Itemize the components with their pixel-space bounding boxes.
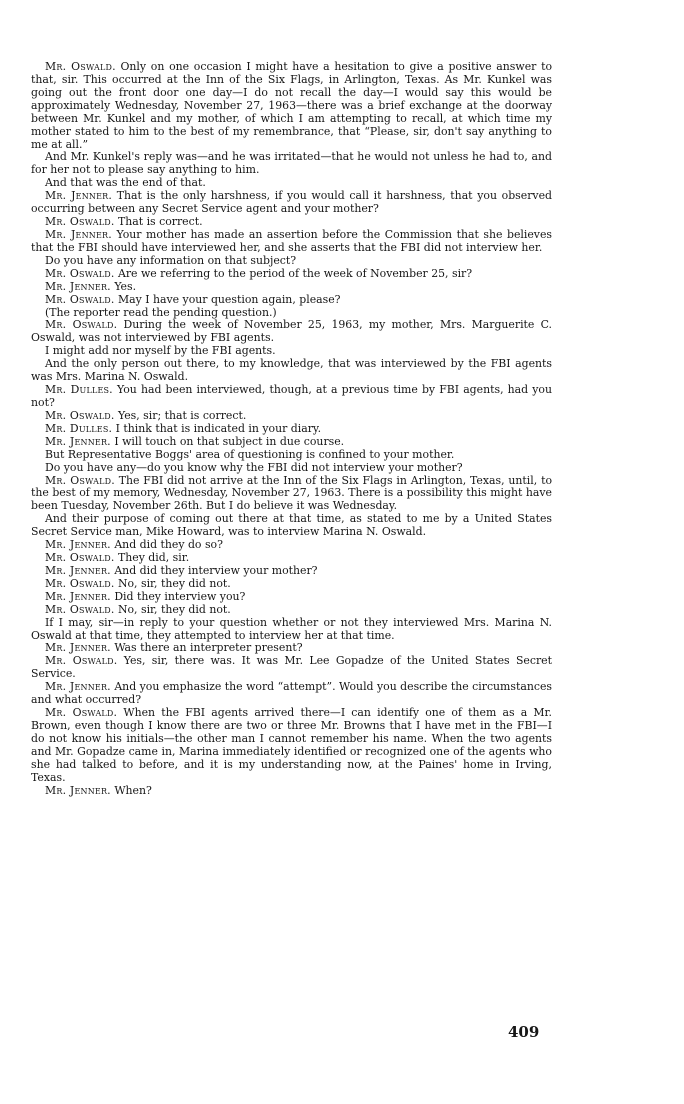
paragraph-text: Your mother has made an assertion before the Commission that she believes that the FBI should have interviewed her, and she asserts that the FBI did not interview her. xyxy=(31,227,552,254)
paragraph xyxy=(31,513,552,539)
paragraph-text: And that was the end of that. xyxy=(45,176,206,190)
paragraph xyxy=(31,151,552,177)
speaker-label: Mr. Jenner. xyxy=(45,641,111,655)
page-number: 409 xyxy=(508,1023,540,1041)
speaker-label: Mr. Dulles. xyxy=(45,383,113,397)
speaker-label: Mr. Oswald. xyxy=(45,60,116,73)
paragraph-text: You had been interviewed, though, at a previous time by FBI agents, had you not? xyxy=(31,383,553,409)
paragraph-text: But Representative Boggs' area of questioning is confined to your mother. xyxy=(45,447,455,461)
paragraph-text: And the only person out there, to my knowledge, that was interviewed by the FBI agents was Mrs. Marina N. Oswald. xyxy=(31,357,552,384)
paragraph-text: During the week of November 25, 1963, my mother, Mrs. Marguerite C. Oswald, was not interviewed by FBI agents. xyxy=(31,318,553,345)
speaker-label: Mr. Oswald. xyxy=(45,408,115,422)
paragraph-text: And did they interview your mother? xyxy=(114,563,318,577)
paragraph xyxy=(31,319,552,345)
speaker-label: Mr. Oswald. xyxy=(45,602,115,616)
paragraph xyxy=(31,707,552,785)
paragraph-text: The FBI did not arrive at the Inn of the Six Flags in Arlington, Texas, until, to the best of my memory, Wednesday, November 27, 1963. There is a possibility this might have been Tuesday, November 26th. But I do believe it was Wednesday. xyxy=(31,473,553,513)
paragraph xyxy=(31,681,552,707)
paragraph-text: May I have your question again, please? xyxy=(117,292,341,306)
speaker-label: Mr. Jenner. xyxy=(45,680,111,694)
paragraph-text: I think that is indicated in your diary. xyxy=(115,421,322,435)
paragraph-text: Yes, sir; that is correct. xyxy=(117,408,247,422)
speaker-label: Mr. Oswald. xyxy=(45,266,115,280)
paragraph-text: I will touch on that subject in due course. xyxy=(114,434,345,448)
speaker-label: Mr. Jenner. xyxy=(45,783,111,797)
paragraph-text: Only on one occasion I might have a hesitation to give a positive answer to that, sir. This occurred at the Inn of the Six Flags, in Arlington, Texas. As Mr. Kunkel was going out the front door one day—I do not recall the day—I would say this would be approximately Wednesday, November 27, 1963—there was a brief exchange at the doorway between Mr. Kunkel and my mother, of which I am attempting to recall, at which time my mother stated to him to the best of my remembrance, that “Please, sir, don't say anything to me at all.” xyxy=(31,60,553,151)
paragraph-text: When the FBI agents arrived there—I can identify one of them as a Mr. Brown, even though I know there are two or three Mr. Browns that I have met in the FBI—I do not know his initials—the other man I cannot remember his name. When the two agents and Mr. Gopadze came in, Marina immediately identified or recognized one of the agents who she had talked to before, and it is my understanding now, at the Paines' home in Irving, Texas. xyxy=(31,706,553,784)
paragraph xyxy=(31,785,552,798)
paragraph-text: Yes, sir, there was. It was Mr. Lee Gopadze of the United States Secret Service. xyxy=(31,654,553,681)
paragraph-text: Do you have any—do you know why the FBI did not interview your mother? xyxy=(45,460,463,474)
paragraph-text: When? xyxy=(114,783,152,797)
transcript-body xyxy=(31,61,552,798)
speaker-label: Mr. Jenner. xyxy=(45,563,111,577)
speaker-label: Mr. Oswald. xyxy=(45,292,115,306)
speaker-label: Mr. Jenner. xyxy=(45,227,112,241)
speaker-label: Mr. Jenner. xyxy=(45,538,111,552)
speaker-label: Mr. Jenner. xyxy=(45,589,111,603)
paragraph-text: That is the only harshness, if you would call it harshness, that you observed occurring between any Secret Service agent and your mother? xyxy=(31,189,552,216)
paragraph-text: They did, sir. xyxy=(117,551,190,565)
speaker-label: Mr. Jenner. xyxy=(45,189,113,203)
paragraph-text: Yes. xyxy=(114,279,137,293)
speaker-label: Mr. Oswald. xyxy=(45,318,118,332)
paragraph xyxy=(31,475,552,514)
paragraph xyxy=(31,384,552,410)
paragraph xyxy=(31,229,552,255)
paragraph-text: I might add nor myself by the FBI agents. xyxy=(45,344,276,358)
paragraph-text: And their purpose of coming out there at that time, as stated to me by a United States Secret Service man, Mike Howard, was to interview Marina N. Oswald. xyxy=(31,512,552,539)
paragraph-text: And did they do so? xyxy=(114,538,223,552)
paragraph-text: That is correct. xyxy=(117,215,203,229)
speaker-label: Mr. Oswald. xyxy=(45,576,115,590)
paragraph-text: No, sir, they did not. xyxy=(117,576,231,590)
paragraph-text: (The reporter read the pending question.) xyxy=(45,305,277,319)
speaker-label: Mr. Oswald. xyxy=(45,215,115,229)
speaker-label: Mr. Dulles. xyxy=(45,421,113,435)
paragraph-text: Are we referring to the period of the week of November 25, sir? xyxy=(117,266,473,280)
speaker-label: Mr. Oswald. xyxy=(45,706,118,720)
paragraph xyxy=(31,190,552,216)
speaker-label: Mr. Oswald. xyxy=(45,473,115,487)
paragraph xyxy=(31,617,552,643)
paragraph-text: If I may, sir—in reply to your question whether or not they interviewed Mrs. Marina N. Oswald at that time, they attempted to interview her at that time. xyxy=(31,615,552,642)
paragraph-text: Do you have any information on that subject? xyxy=(45,253,297,267)
paragraph-text: No, sir, they did not. xyxy=(117,602,231,616)
paragraph-text: Did they interview you? xyxy=(114,589,246,603)
speaker-label: Mr. Oswald. xyxy=(45,551,115,565)
paragraph xyxy=(31,358,552,384)
speaker-label: Mr. Jenner. xyxy=(45,434,111,448)
paragraph xyxy=(31,655,552,681)
paragraph xyxy=(31,61,552,151)
speaker-label: Mr. Oswald. xyxy=(45,654,118,668)
speaker-label: Mr. Jenner. xyxy=(45,279,111,293)
paragraph-text: Was there an interpreter present? xyxy=(114,641,303,655)
paragraph-text: And Mr. Kunkel's reply was—and he was irritated—that he would not unless he had to, and for her not to please say anything to him. xyxy=(31,150,552,177)
paragraph-text: And you emphasize the word “attempt”. Would you describe the circumstances and what occurred? xyxy=(31,680,552,707)
